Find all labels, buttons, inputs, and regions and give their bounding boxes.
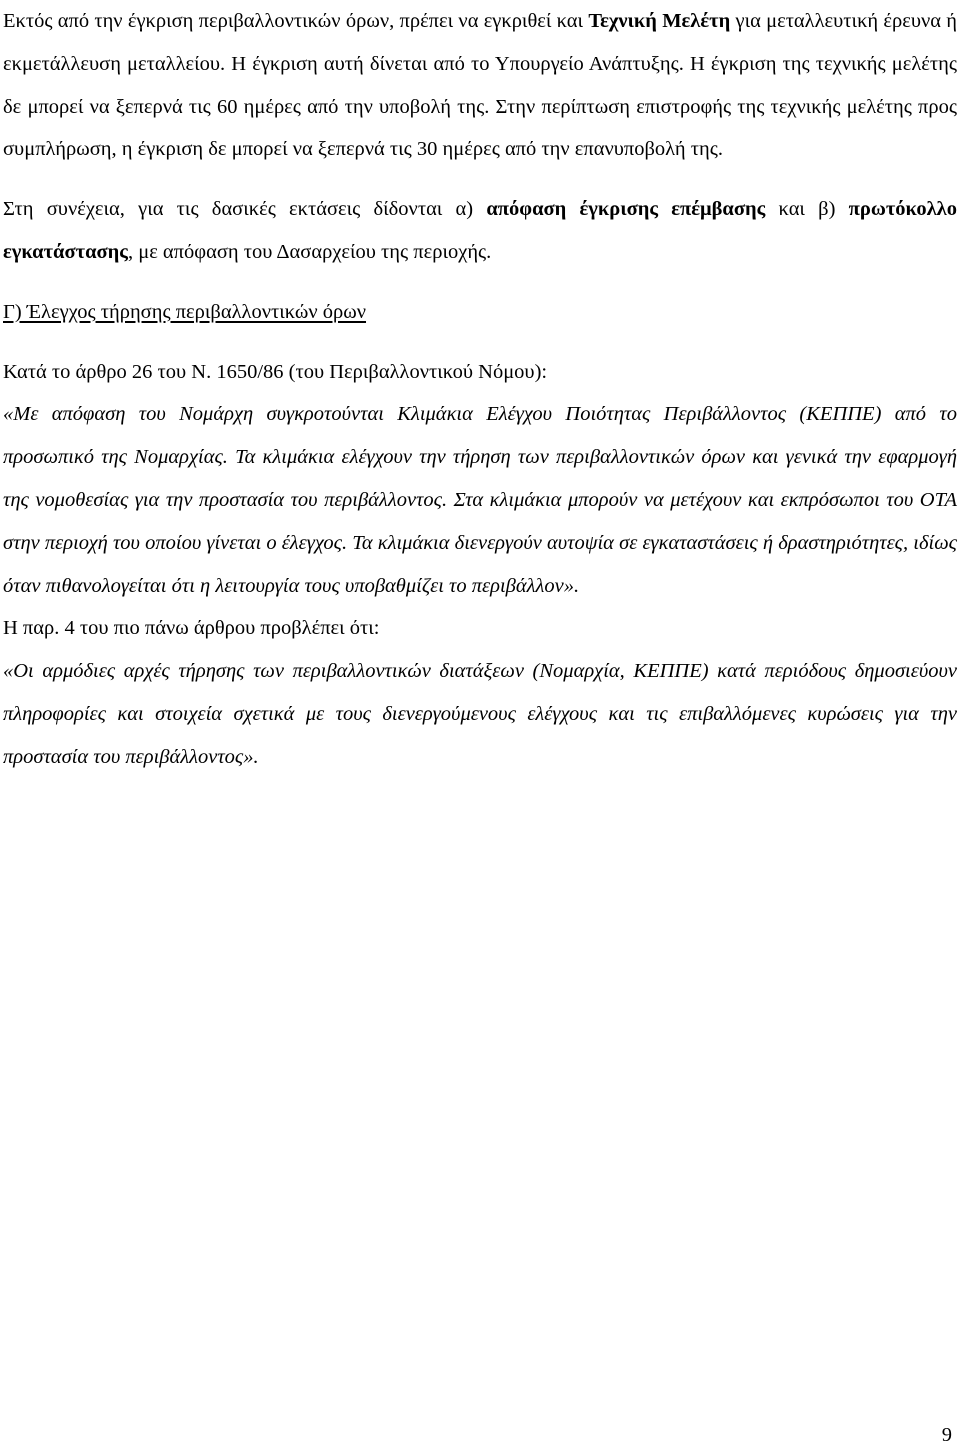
paragraph-article-para4: Η παρ. 4 του πιο πάνω άρθρου προβλέπει ότι:	[3, 617, 380, 640]
section-heading-text: Γ) Έλεγχος τήρησης περιβαλλοντικών όρων	[3, 300, 367, 323]
paragraph-forest-areas	[3, 188, 957, 274]
paragraph-technical-study	[3, 0, 957, 171]
quote-keppe: «Με απόφαση του Νομάρχη συγκροτούνται Κλιμάκια Ελέγχου Ποιότητας Περιβάλλοντος (ΚΕΠΠΕ) από το προσωπικό της Νομαρχίας. Τα κλιμάκια ελέγχουν την τήρηση των περιβαλλοντικών όρων και γενικά την εφαρμογή της νομοθεσίας για την προστασία του περιβάλλοντος. Στα κλιμάκια μπορούν να μετέχουν και εκπρόσωποι του ΟΤΑ στην περιοχή του οποίου γίνεται ο έλεγχος. Τα κλιμάκια διενεργούν αυτοψία σε εγκαταστάσεις ή δραστηριότητες, ιδίως όταν πιθανολογείται ότι η λειτουργία τους υποβαθμίζει το περιβάλλον».	[3, 403, 957, 597]
page-number: 9	[941, 1424, 952, 1446]
bold-term: απόφαση έγκρισης επέμβασης	[486, 198, 766, 221]
paragraph-text: , με απόφαση του Δασαρχείου της περιοχής.	[127, 240, 492, 263]
paragraph-article-26: Κατά το άρθρο 26 του Ν. 1650/86 (του Περιβαλλοντικού Νόμου):	[3, 360, 548, 383]
bold-term: Τεχνική Μελέτη	[588, 10, 731, 32]
bold-term: πρωτόκολλο εγκατάστασης	[3, 198, 957, 263]
paragraph-text: Εκτός από την έγκριση περιβαλλοντικών όρων, πρέπει να εγκριθεί και	[3, 10, 589, 32]
paragraph-text: και β)	[765, 198, 849, 221]
section-heading	[3, 291, 957, 334]
paragraph-text: για μεταλλευτική έρευνα ή εκμετάλλευση μεταλλείου. Η έγκριση αυτή δίνεται από το Υπουργείο Ανάπτυξης. Η έγκριση της τεχνικής μελέτης δε μπορεί να ξεπερνά τις 60 ημέρες από την υποβολή της. Στην περίπτωση επιστροφής της τεχνικής μελέτης προς συμπλήρωση, η έγκριση δε μπορεί να ξεπερνά τις 30 ημέρες από την επανυποβολή της.	[3, 10, 957, 161]
quote-authorities: «Οι αρμόδιες αρχές τήρησης των περιβαλλοντικών διατάξεων (Νομαρχία, ΚΕΠΠΕ) κατά περιόδους δημοσιεύουν πληροφορίες και στοιχεία σχετικά με τους διενεργούμενους ελέγχους και τις επιβαλλόμενες κυρώσεις για την προστασία του περιβάλλοντος».	[3, 660, 957, 768]
paragraph-text: Στη συνέχεια, για τις δασικές εκτάσεις δίδονται α)	[3, 198, 487, 221]
document-page	[3, 0, 957, 779]
